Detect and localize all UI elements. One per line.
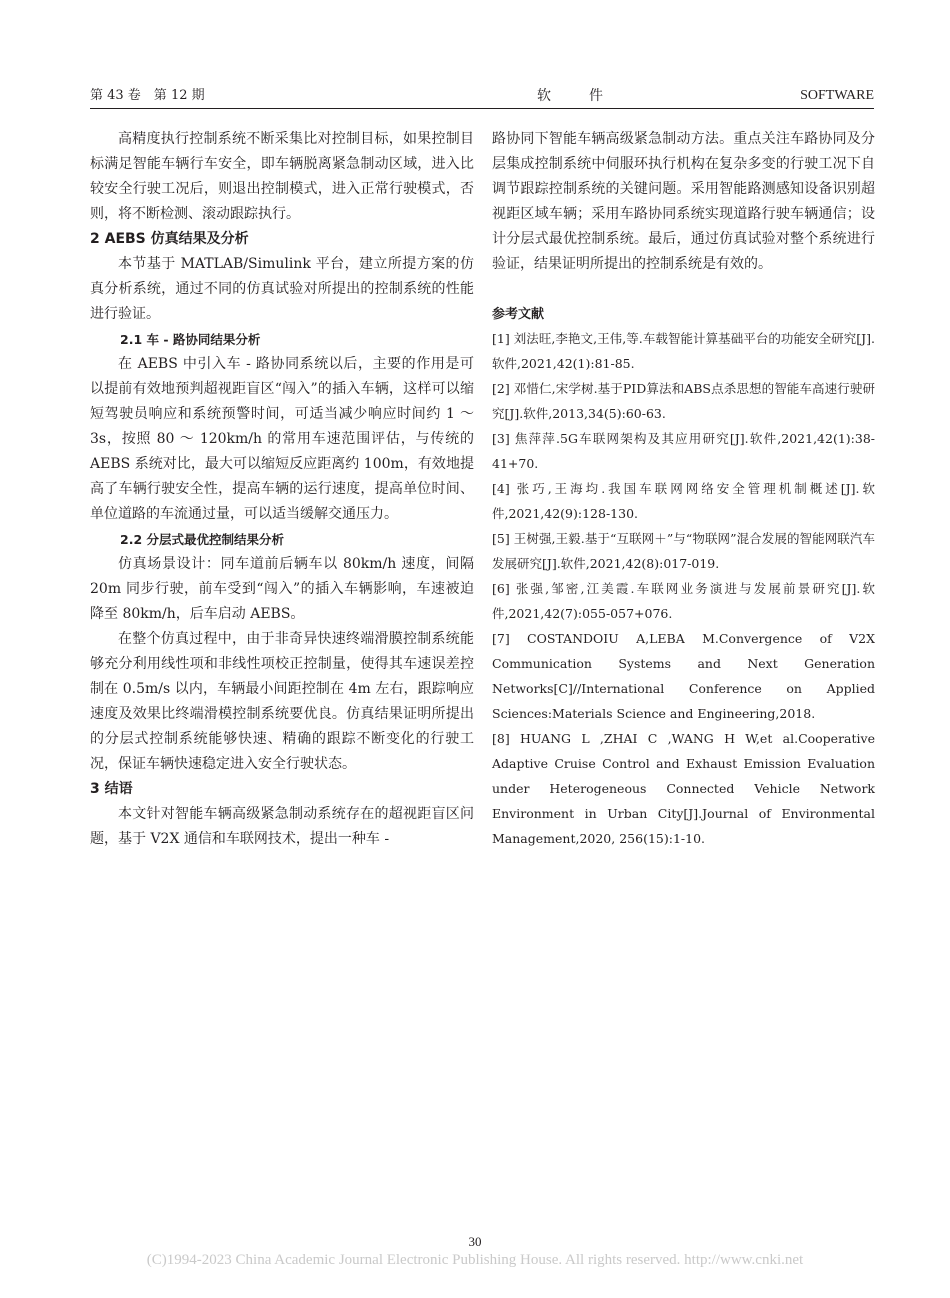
reference-item: [8] HUANG L ,ZHAI C ,WANG H W,et al.Cooperative Adaptive Cruise Control and Exhaust Emission Evaluation under Heterogeneous Connected Vehicle Network Environment in Urban City[J].Journal of Environmental Management,2020, 256(15):1-10. xyxy=(492,731,875,846)
reference-item: [6] 张强,邹密,江美霞.车联网业务演进与发展前景研究[J].软件,2021,42(7):055-057+076. xyxy=(492,581,875,621)
page-number: 30 xyxy=(468,1234,482,1249)
paragraph: 高精度执行控制系统不断采集比对控制目标，如果控制目标满足智能车辆行车安全，即车辆脱离紧急制动区域，进入比较安全行驶工况后，则退出控制模式，进入正常行驶模式，否则，将不断检测、滚动跟踪执行。 xyxy=(90,131,474,222)
left-column xyxy=(90,127,474,852)
paragraph: 仿真场景设计：同车道前后辆车以 80km/h 速度，间隔 20m 同步行驶，前车受到“闯入”的插入车辆影响，车速被迫降至 80km/h，后车启动 AEBS。 xyxy=(90,556,474,622)
volume-issue: 第 43 卷 第 12 期 xyxy=(90,88,205,103)
right-column xyxy=(492,127,875,851)
paragraph: 本文针对智能车辆高级紧急制动系统存在的超视距盲区问题，基于 V2X 通信和车联网技术，提出一种车 - xyxy=(90,806,474,847)
reference-item: [1] 刘法旺,李艳文,王伟,等.车载智能计算基础平台的功能安全研究[J].软件,2021,42(1):81-85. xyxy=(492,331,875,371)
reference-item: [4] 张巧,王海均.我国车联网网络安全管理机制概述[J].软件,2021,42(9):128-130. xyxy=(492,481,875,521)
paragraph: 在整个仿真过程中，由于非奇异快速终端滑膜控制系统能够充分利用线性项和非线性项校正控制量，使得其车速误差控制在 0.5m/s 以内，车辆最小间距控制在 4m 左右，跟踪响应速度及效果比终端滑模控制系统要优良。仿真结果证明所提出的分层式控制系统能够快速、精确的跟踪不断变化的行驶工况，保证车辆快速稳定进入安全行驶状态。 xyxy=(90,631,474,772)
reference-item: [5] 王树强,王毅.基于“互联网＋”与“物联网”混合发展的智能网联汽车发展研究[J].软件,2021,42(8):017-019. xyxy=(492,531,875,571)
subsection-heading: 2.1 车 - 路协同结果分析 xyxy=(120,332,261,347)
subsection-heading: 2.2 分层式最优控制结果分析 xyxy=(120,532,284,547)
reference-item: [7] COSTANDOIU A,LEBA M.Convergence of V2X Communication Systems and Next Generation Networks[C]//International Conference on Applied Sciences:Materials Science and Engineering,2018. xyxy=(492,631,875,721)
copyright-footer: (C)1994-2023 China Academic Journal Electronic Publishing House. All rights reserved. http://www.cnki.net xyxy=(146,1252,804,1268)
header-rule xyxy=(90,108,874,109)
journal-title-en: SOFTWARE xyxy=(800,88,874,103)
paragraph: 在 AEBS 中引入车 - 路协同系统以后，主要的作用是可以提前有效地预判超视距盲区“闯入”的插入车辆，这样可以缩短驾驶员响应和系统预警时间，可适当减少响应时间约 1 ～ 3s，按照 80 ～ 120km/h 的常用车速范围评估，与传统的 AEBS 系统对比，最大可以缩短反应距离约 100m，有效地提高了车辆行驶安全性，提高车辆的运行速度，提高单位时间、单位道路的车流通过量，可以适当缓解交通压力。 xyxy=(90,356,474,522)
running-header xyxy=(90,86,874,106)
paragraph: 本节基于 MATLAB/Simulink 平台，建立所提方案的仿真分析系统，通过不同的仿真试验对所提出的控制系统的性能进行验证。 xyxy=(90,256,474,322)
paragraph: 路协同下智能车辆高级紧急制动方法。重点关注车路协同及分层集成控制系统中伺服环执行机构在复杂多变的行驶工况下自调节跟踪控制系统的关键问题。采用智能路测感知设备识别超视距区域车辆；采用车路协同系统实现道路行驶车辆通信；设计分层式最优控制系统。最后，通过仿真试验对整个系统进行验证，结果证明所提出的控制系统是有效的。 xyxy=(492,131,875,272)
references-heading: 参考文献 xyxy=(492,307,545,322)
section-heading: 2 AEBS 仿真结果及分析 xyxy=(90,231,249,247)
section-heading: 3 结语 xyxy=(90,781,133,797)
reference-item: [2] 邓惜仁,宋学树.基于PID算法和ABS点杀思想的智能车高速行驶研究[J].软件,2013,34(5):60-63. xyxy=(492,381,875,421)
reference-item: [3] 焦萍萍.5G车联网架构及其应用研究[J].软件,2021,42(1):38-41+70. xyxy=(492,431,875,471)
journal-title: 软件 xyxy=(537,88,641,104)
